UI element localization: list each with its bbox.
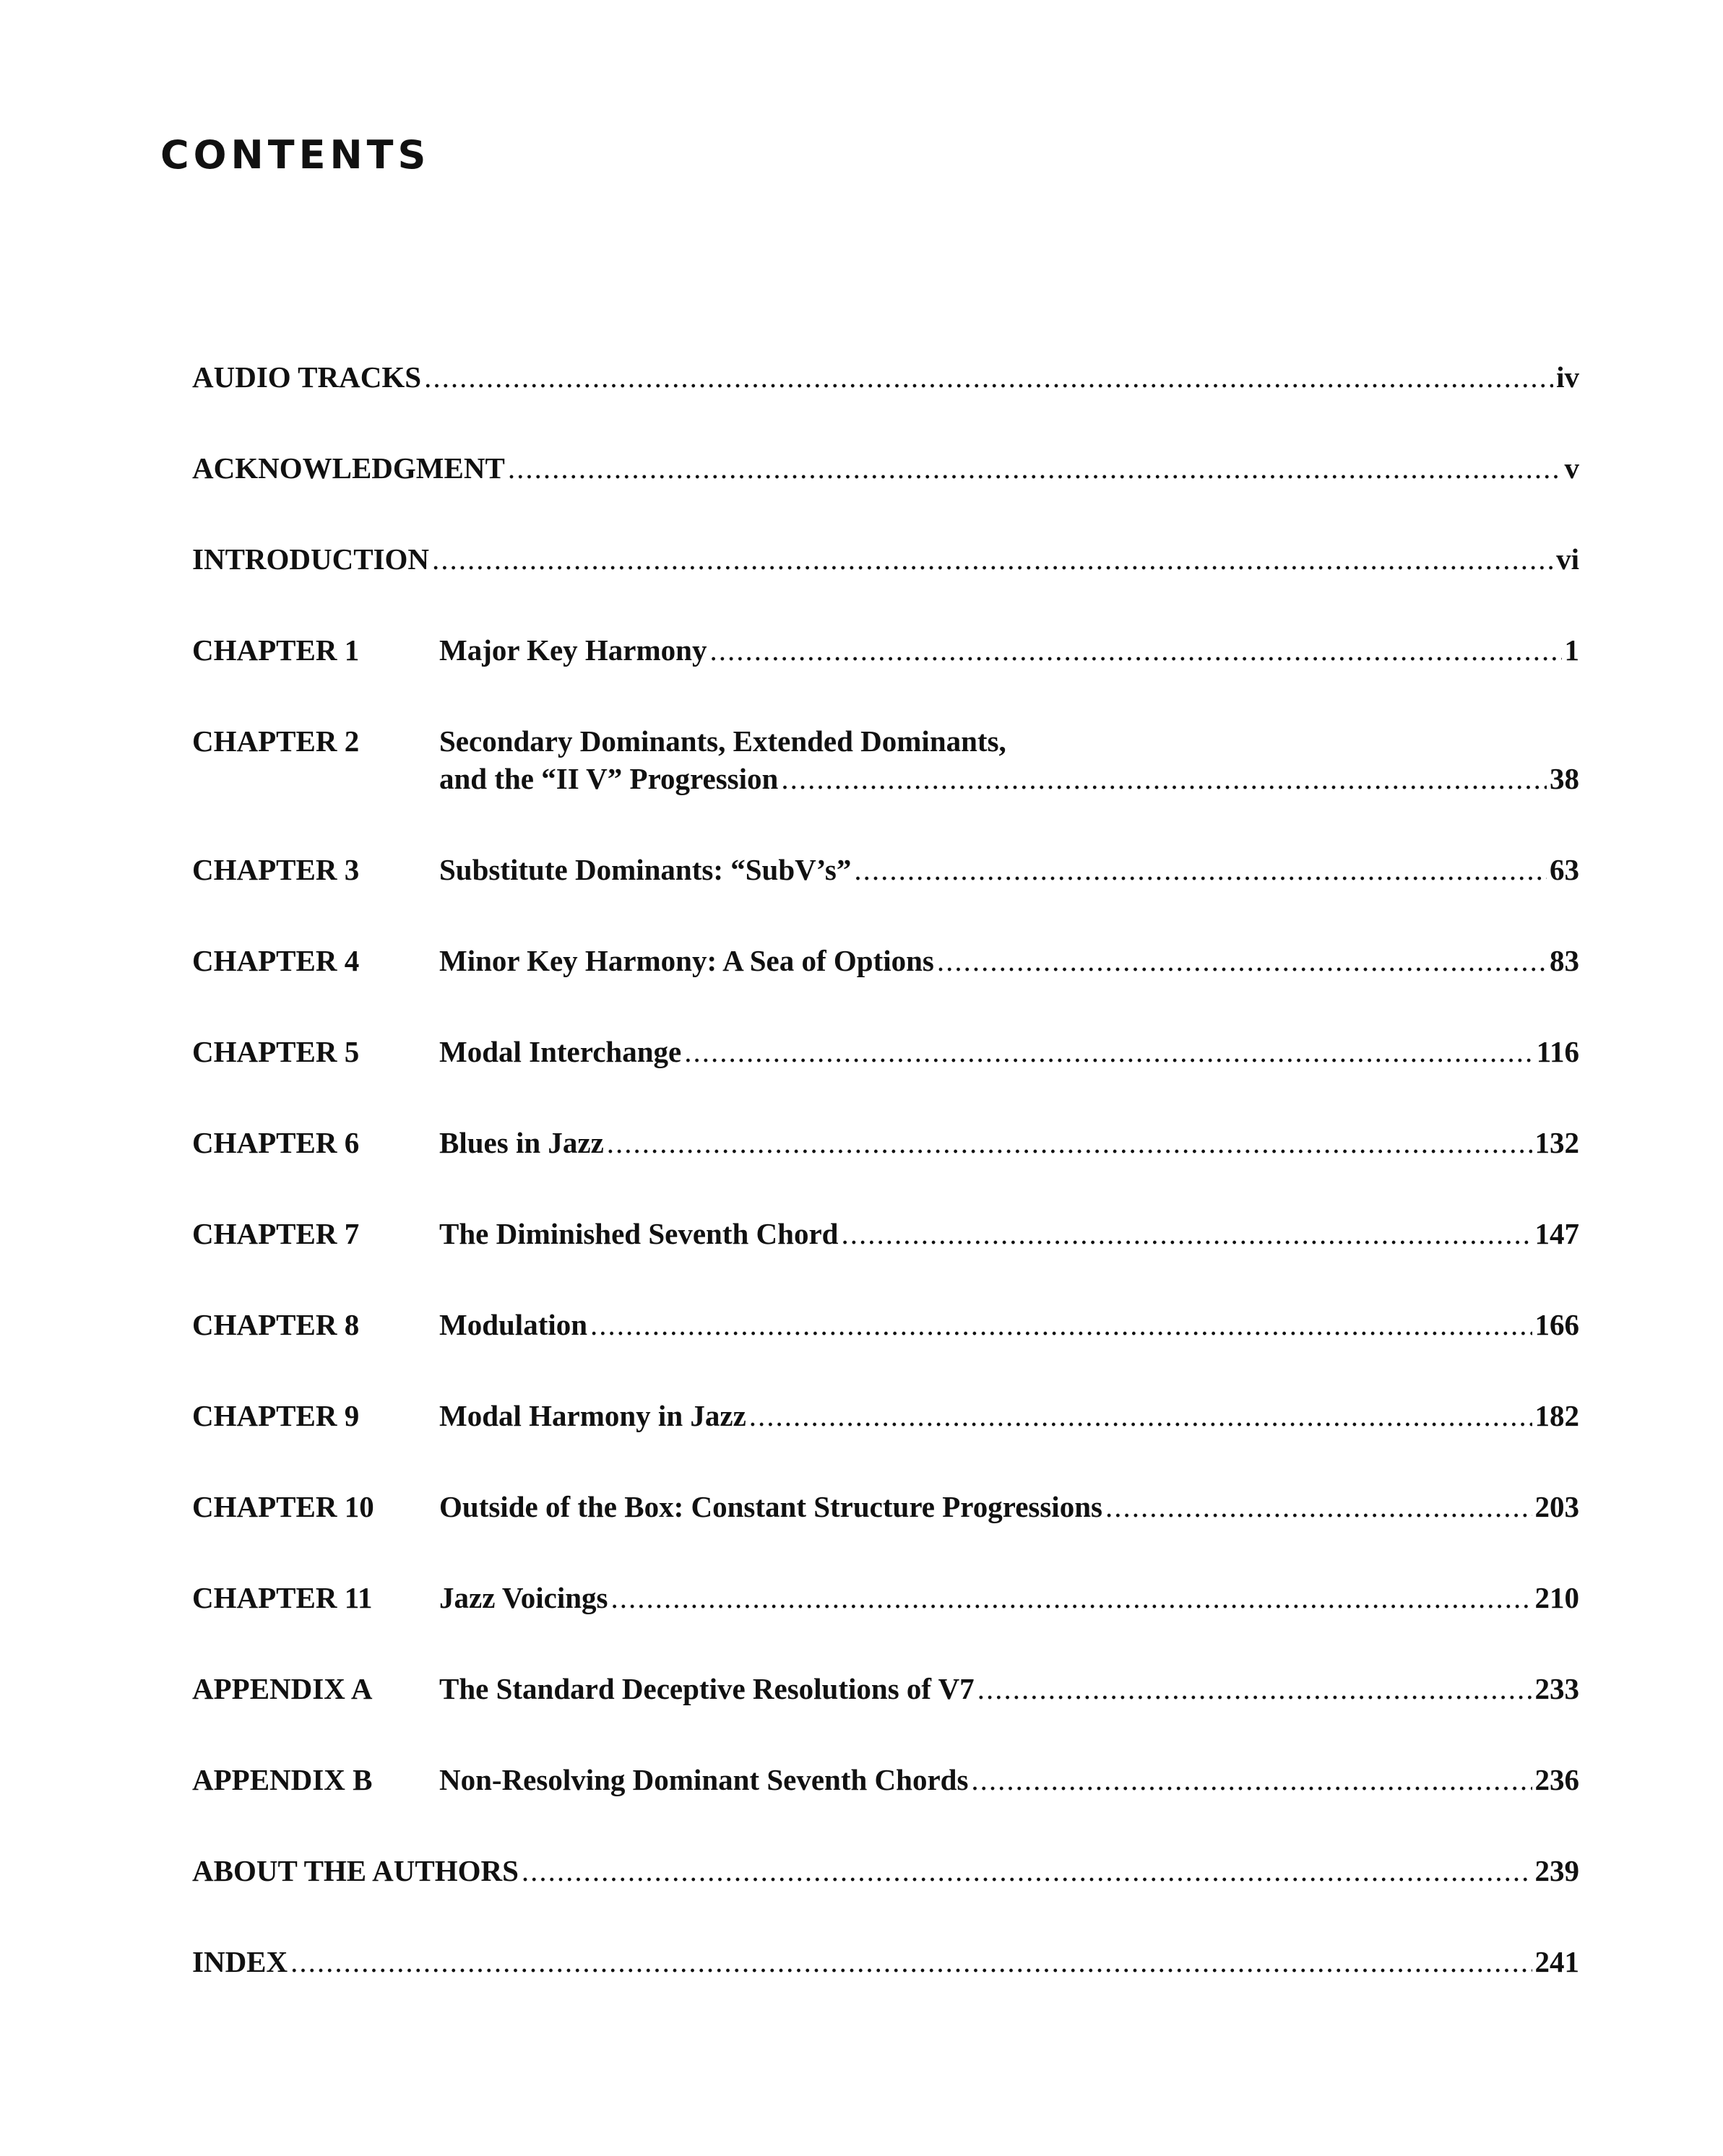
entry-label: CHAPTER 5 xyxy=(192,1035,360,1068)
entry-label: ACKNOWLEDGMENT xyxy=(192,451,505,485)
page-number: v xyxy=(1564,451,1579,485)
toc-entry-chapter-6[interactable] xyxy=(192,1124,1579,1161)
entry-label: CHAPTER 8 xyxy=(192,1308,360,1341)
toc-entry-chapter-2[interactable] xyxy=(192,722,1579,797)
entry-title: Modal Interchange xyxy=(439,1035,682,1068)
entry-label: CHAPTER 11 xyxy=(192,1581,373,1614)
entry-title: Outside of the Box: Constant Structure Progressions xyxy=(439,1490,1102,1523)
dot-leader xyxy=(684,1033,1534,1070)
page-number: 1 xyxy=(1564,633,1579,667)
dot-leader xyxy=(432,540,1553,578)
dot-leader xyxy=(508,449,1562,487)
page-number: 38 xyxy=(1550,762,1579,795)
entry-title: Blues in Jazz xyxy=(439,1126,604,1159)
entry-title: Modulation xyxy=(439,1308,588,1341)
page-number: 83 xyxy=(1550,944,1579,977)
dot-leader xyxy=(841,1215,1532,1252)
entry-label: CHAPTER 2 xyxy=(192,724,360,758)
entry-label: CHAPTER 4 xyxy=(192,944,360,977)
dot-leader xyxy=(709,631,1561,669)
page-title: CONTENTS xyxy=(160,132,431,178)
page-number: 241 xyxy=(1534,1945,1579,1978)
page-number: 166 xyxy=(1534,1308,1579,1341)
dot-leader xyxy=(290,1943,1532,1980)
entry-title: The Standard Deceptive Resolutions of V7 xyxy=(439,1672,975,1705)
entry-label: INDEX xyxy=(192,1945,288,1978)
entry-title: Minor Key Harmony: A Sea of Options xyxy=(439,944,934,977)
entry-label: APPENDIX A xyxy=(192,1672,373,1705)
toc-entry-chapter-1[interactable] xyxy=(192,631,1579,669)
dot-leader xyxy=(854,851,1547,888)
dot-leader xyxy=(607,1124,1532,1161)
table-of-contents xyxy=(192,0,1579,2156)
page-number: 132 xyxy=(1534,1126,1579,1159)
page-number: 239 xyxy=(1534,1854,1579,1887)
toc-entry-about-the-authors[interactable] xyxy=(192,1852,1579,1889)
toc-entry-chapter-8[interactable] xyxy=(192,1306,1579,1343)
toc-entry-chapter-7[interactable] xyxy=(192,1215,1579,1252)
toc-entry-introduction[interactable] xyxy=(192,540,1579,578)
dot-leader xyxy=(977,1670,1532,1707)
entry-title-line-1: Secondary Dominants, Extended Dominants, xyxy=(439,724,1006,758)
toc-entry-chapter-9[interactable] xyxy=(192,1397,1579,1434)
entry-label: AUDIO TRACKS xyxy=(192,360,422,394)
entry-label: CHAPTER 10 xyxy=(192,1490,374,1523)
entry-title: Jazz Voicings xyxy=(439,1581,608,1614)
entry-label: APPENDIX B xyxy=(192,1763,373,1796)
page-number: 147 xyxy=(1534,1217,1579,1250)
page-number: 63 xyxy=(1550,853,1579,886)
page-number: 116 xyxy=(1536,1035,1579,1068)
toc-entry-chapter-4[interactable] xyxy=(192,942,1579,979)
entry-title: Substitute Dominants: “SubV’s” xyxy=(439,853,852,886)
page-number: iv xyxy=(1556,360,1579,394)
page-number: 182 xyxy=(1534,1399,1579,1432)
dot-leader xyxy=(522,1852,1532,1889)
toc-entry-chapter-5[interactable] xyxy=(192,1033,1579,1070)
toc-entry-appendix-b[interactable] xyxy=(192,1761,1579,1798)
page-number: 210 xyxy=(1534,1581,1579,1614)
entry-label: ABOUT THE AUTHORS xyxy=(192,1854,519,1887)
dot-leader xyxy=(590,1306,1532,1343)
entry-label: CHAPTER 3 xyxy=(192,853,360,886)
entry-label: CHAPTER 6 xyxy=(192,1126,360,1159)
dot-leader xyxy=(749,1397,1532,1434)
page-number: 203 xyxy=(1534,1490,1579,1523)
entry-label: CHAPTER 7 xyxy=(192,1217,360,1250)
toc-entry-appendix-a[interactable] xyxy=(192,1670,1579,1707)
dot-leader xyxy=(937,942,1547,979)
entry-title-line-2: and the “II V” Progression xyxy=(439,762,779,795)
page-number: vi xyxy=(1556,542,1579,576)
dot-leader xyxy=(424,358,1553,396)
dot-leader xyxy=(971,1761,1532,1798)
toc-entry-audio-tracks[interactable] xyxy=(192,358,1579,396)
entry-label: CHAPTER 9 xyxy=(192,1399,360,1432)
toc-entry-chapter-11[interactable] xyxy=(192,1579,1579,1616)
dot-leader xyxy=(611,1579,1532,1616)
entry-title: The Diminished Seventh Chord xyxy=(439,1217,839,1250)
entry-label: CHAPTER 1 xyxy=(192,633,360,667)
toc-entry-acknowledgment[interactable] xyxy=(192,449,1579,487)
dot-leader xyxy=(1105,1488,1532,1525)
entry-title: Modal Harmony in Jazz xyxy=(439,1399,746,1432)
entry-title: Major Key Harmony xyxy=(439,633,707,667)
entry-label: INTRODUCTION xyxy=(192,542,430,576)
entry-title: Non-Resolving Dominant Seventh Chords xyxy=(439,1763,969,1796)
dot-leader xyxy=(781,760,1547,797)
toc-entry-chapter-10[interactable] xyxy=(192,1488,1579,1525)
page-number: 236 xyxy=(1534,1763,1579,1796)
page-number: 233 xyxy=(1534,1672,1579,1705)
toc-entry-chapter-3[interactable] xyxy=(192,851,1579,888)
toc-entry-index[interactable] xyxy=(192,1943,1579,1980)
